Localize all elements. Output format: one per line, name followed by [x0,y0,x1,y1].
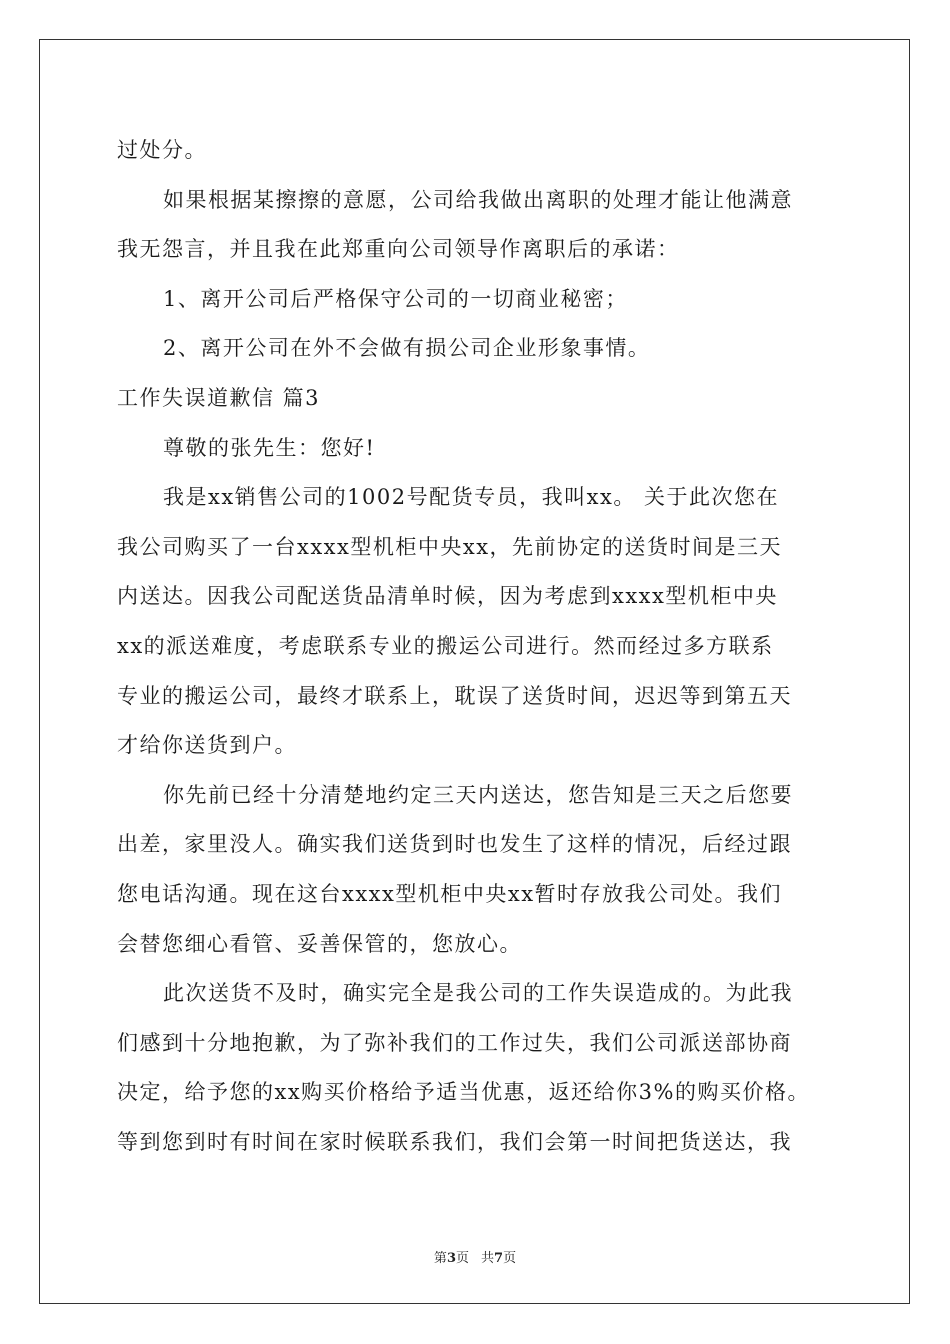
text-line: 决定，给予您的xx购买价格给予适当优惠，返还给你3%的购买价格。 [117,1080,810,1105]
text-line: 过处分。 [117,138,207,162]
text-line: 此次送货不及时，确实完全是我公司的工作失误造成的。为此我 [163,981,793,1006]
text-line: 2、离开公司在外不会做有损公司企业形象事情。 [163,336,651,361]
total-suffix: 页 [503,1251,517,1266]
text-line: 如果根据某擦擦的意愿，公司给我做出离职的处理才能让他满意 [163,187,793,212]
text-line: 我是xx销售公司的1002号配货专员，我叫xx。 关于此次您在 [163,485,779,510]
text-line: 你先前已经十分清楚地约定三天内送达，您告知是三天之后您要 [163,782,793,807]
text-line: 们感到十分地抱歉，为了弥补我们的工作过失，我们公司派送部协商 [117,1030,792,1055]
text-line: 您电话沟通。现在这台xxxx型机柜中央xx暂时存放我公司处。我们 [117,881,783,906]
page-footer [0,1247,950,1266]
text-line: 出差，家里没人。确实我们送货到时也发生了这样的情况，后经过跟 [117,832,792,857]
text-line: 我公司购买了一台xxxx型机柜中央xx，先前协定的送货时间是三天 [117,534,783,559]
document-body [117,126,852,1167]
section-heading: 工作失误道歉信 篇3 [117,385,321,410]
text-line: xx的派送难度，考虑联系专业的搬运公司进行。然而经过多方联系 [117,633,774,658]
text-line: 才给你送货到户。 [117,733,297,758]
page-current: 3 [446,1251,456,1266]
salutation: 尊敬的张先生：您好! [163,435,376,460]
text-line: 我无怨言，并且我在此郑重向公司领导作离职后的承诺： [117,237,680,262]
text-line: 等到您到时有时间在家时候联系我们，我们会第一时间把货送达，我 [117,1129,792,1154]
text-line: 专业的搬运公司，最终才联系上，耽误了送货时间，迟迟等到第五天 [117,683,792,708]
text-line: 1、离开公司后严格保守公司的一切商业秘密； [163,286,628,311]
page-total: 7 [494,1251,504,1266]
total-prefix: 共 [481,1251,495,1266]
page-suffix: 页 [455,1251,469,1266]
text-line: 会替您细心看管、妥善保管的，您放心。 [117,931,522,956]
text-line: 内送达。因我公司配送货品清单时候，因为考虑到xxxx型机柜中央 [117,584,778,609]
page-prefix: 第 [433,1251,447,1266]
